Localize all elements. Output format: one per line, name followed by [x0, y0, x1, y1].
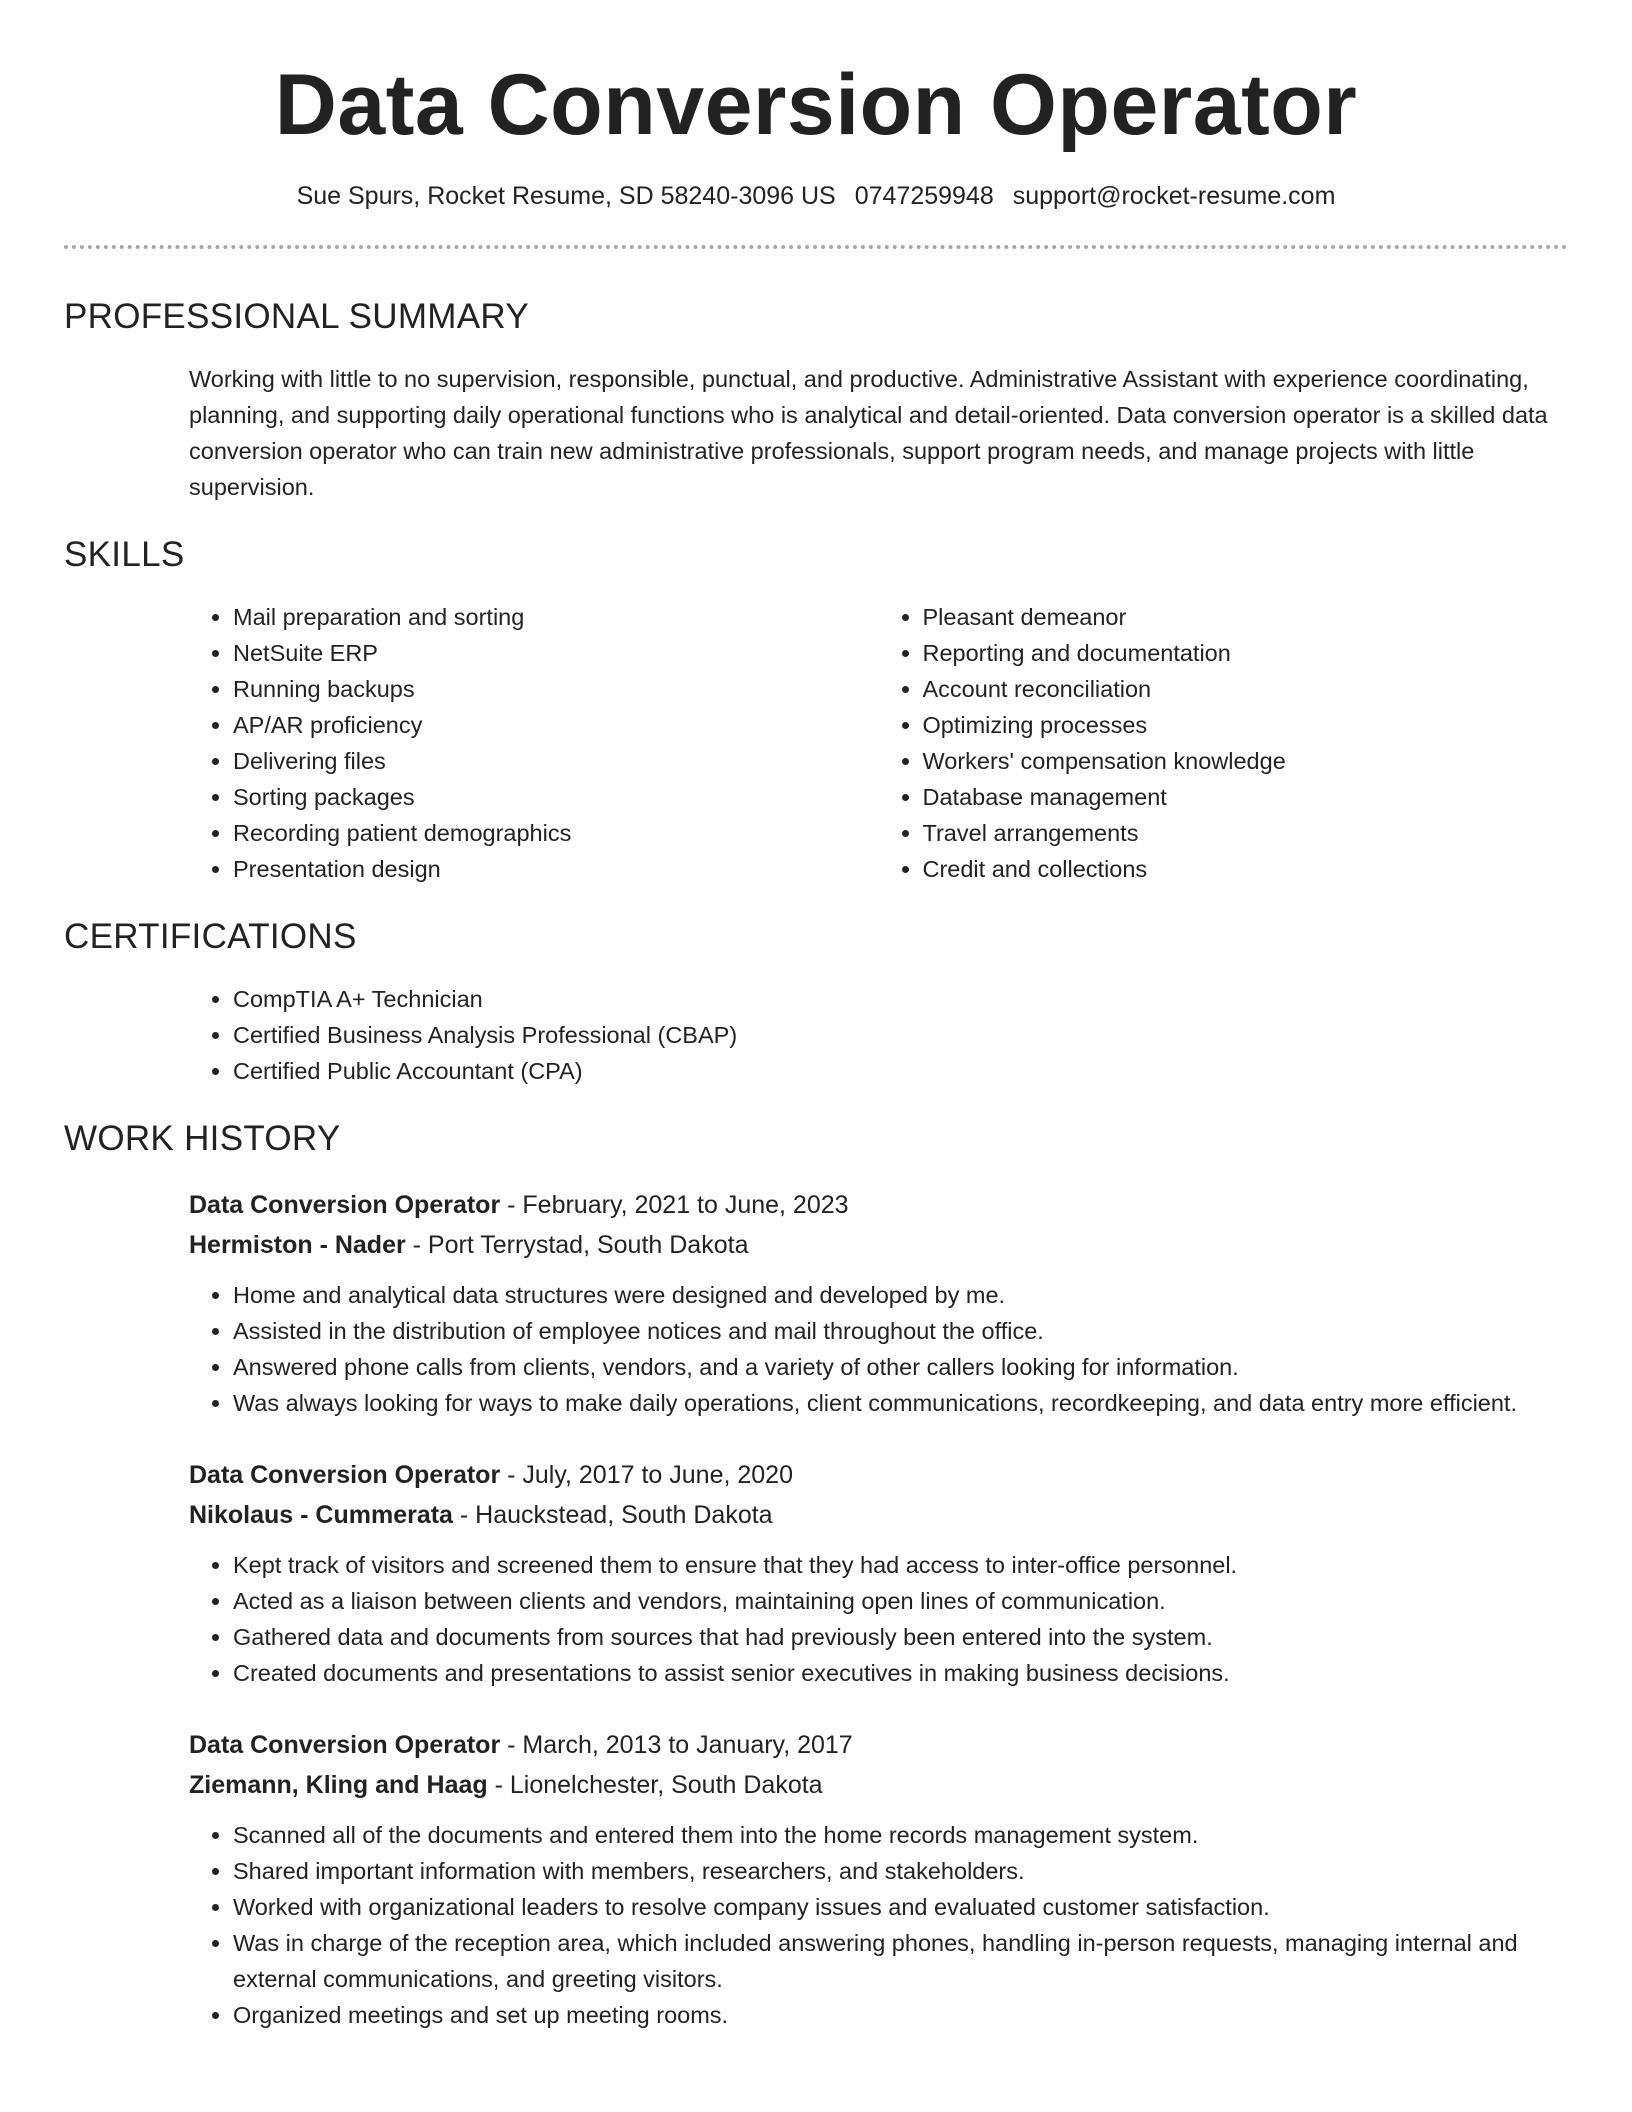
resume-title: Data Conversion Operator: [274, 57, 1358, 153]
job-bullet: • Shared important information with members, researchers, and stakeholders.: [233, 1853, 1568, 1889]
job-bullet: • Scanned all of the documents and entered them into the home records management system.: [233, 1817, 1568, 1853]
job-location: - Hauckstead, South Dakota: [452, 1500, 773, 1529]
summary-heading: PROFESSIONAL SUMMARY: [64, 296, 529, 336]
skills-list-right: [879, 599, 1569, 887]
job-bullets: [189, 1277, 1568, 1421]
certification-item: • Certified Business Analysis Professional (CBAP): [233, 1017, 1568, 1053]
certification-item: • CompTIA A+ Technician: [233, 981, 1568, 1017]
job-bullet: • Assisted in the distribution of employee notices and mail throughout the office.: [233, 1313, 1568, 1349]
skill-item: • Mail preparation and sorting: [233, 599, 879, 635]
job-bullet: • Answered phone calls from clients, vendors, and a variety of other callers looking for information.: [233, 1349, 1568, 1385]
skill-item: • NetSuite ERP: [233, 635, 879, 671]
contact-email[interactable]: support@rocket-resume.com: [1012, 181, 1336, 210]
job-location: - Port Terrystad, South Dakota: [405, 1230, 749, 1259]
job-role: Data Conversion Operator: [189, 1190, 501, 1219]
job-bullet: • Kept track of visitors and screened them to ensure that they had access to inter-office personnel.: [233, 1547, 1568, 1583]
certifications-list: [189, 981, 1568, 1089]
skill-item: • Optimizing processes: [923, 707, 1569, 743]
job-bullet: • Was in charge of the reception area, which included answering phones, handling in-person requests, managing internal and external communications, and greeting visitors.: [233, 1925, 1568, 1997]
header-divider: [64, 245, 1568, 249]
skill-item: • Sorting packages: [233, 779, 879, 815]
job-bullet: • Gathered data and documents from sources that had previously been entered into the system.: [233, 1619, 1568, 1655]
contact-phone: 0747259948: [854, 181, 994, 210]
work-history-heading: WORK HISTORY: [64, 1118, 341, 1158]
job-company-line: [189, 1225, 1568, 1265]
job-dates: - February, 2021 to June, 2023: [500, 1190, 849, 1219]
skills-columns: [189, 599, 1568, 887]
skills-list-left: [189, 599, 879, 887]
job-bullet: • Created documents and presentations to assist senior executives in making business decisions.: [233, 1655, 1568, 1691]
job-role: Data Conversion Operator: [189, 1460, 501, 1489]
certification-item: • Certified Public Accountant (CPA): [233, 1053, 1568, 1089]
job-role-line: [189, 1185, 1568, 1225]
job-bullet: • Worked with organizational leaders to resolve company issues and evaluated customer satisfaction.: [233, 1889, 1568, 1925]
skill-item: • Database management: [923, 779, 1569, 815]
job-bullet: • Home and analytical data structures were designed and developed by me.: [233, 1277, 1568, 1313]
job-company-line: [189, 1765, 1568, 1805]
job-bullet: • Was always looking for ways to make daily operations, client communications, recordkeeping, and data entry more efficient.: [233, 1385, 1568, 1421]
skill-item: • Presentation design: [233, 851, 879, 887]
skill-item: • Workers' compensation knowledge: [923, 743, 1569, 779]
job-company-line: [189, 1495, 1568, 1535]
job-bullet: • Acted as a liaison between clients and vendors, maintaining open lines of communication.: [233, 1583, 1568, 1619]
certifications-body: [189, 981, 1568, 1089]
skill-item: • Running backups: [233, 671, 879, 707]
skill-item: • AP/AR proficiency: [233, 707, 879, 743]
job-role: Data Conversion Operator: [189, 1730, 501, 1759]
skill-item: • Account reconciliation: [923, 671, 1569, 707]
job-entry: [189, 1725, 1568, 2033]
job-entry: [189, 1455, 1568, 1691]
job-role-line: [189, 1455, 1568, 1495]
job-company: Ziemann, Kling and Haag: [189, 1770, 488, 1799]
skill-item: • Delivering files: [233, 743, 879, 779]
certifications-heading: CERTIFICATIONS: [64, 916, 357, 956]
skill-item: • Travel arrangements: [923, 815, 1569, 851]
job-company: Hermiston - Nader: [189, 1230, 406, 1259]
skill-item: • Credit and collections: [923, 851, 1569, 887]
job-bullets: [189, 1817, 1568, 2033]
job-dates: - March, 2013 to January, 2017: [500, 1730, 853, 1759]
job-bullets: [189, 1547, 1568, 1691]
job-bullet: • Organized meetings and set up meeting rooms.: [233, 1997, 1568, 2033]
job-location: - Lionelchester, South Dakota: [487, 1770, 823, 1799]
job-dates: - July, 2017 to June, 2020: [500, 1460, 793, 1489]
job-role-line: [189, 1725, 1568, 1765]
skill-item: • Pleasant demeanor: [923, 599, 1569, 635]
contact-line: [64, 181, 1568, 211]
job-company: Nikolaus - Cummerata: [189, 1500, 453, 1529]
skills-heading: SKILLS: [64, 534, 185, 574]
skill-item: • Recording patient demographics: [233, 815, 879, 851]
contact-address: Sue Spurs, Rocket Resume, SD 58240-3096 US: [296, 181, 836, 210]
skill-item: • Reporting and documentation: [923, 635, 1569, 671]
job-entry: [189, 1185, 1568, 1421]
summary-text: Working with little to no supervision, responsible, punctual, and productive. Administrative Assistant with experience coordinating, planning, and supporting daily operational functions who is analytical and detail-oriented. Data conversion operator is a skilled data conversion operator who can train new administrative professionals, support program needs, and manage projects with little supervision.: [189, 365, 1548, 500]
